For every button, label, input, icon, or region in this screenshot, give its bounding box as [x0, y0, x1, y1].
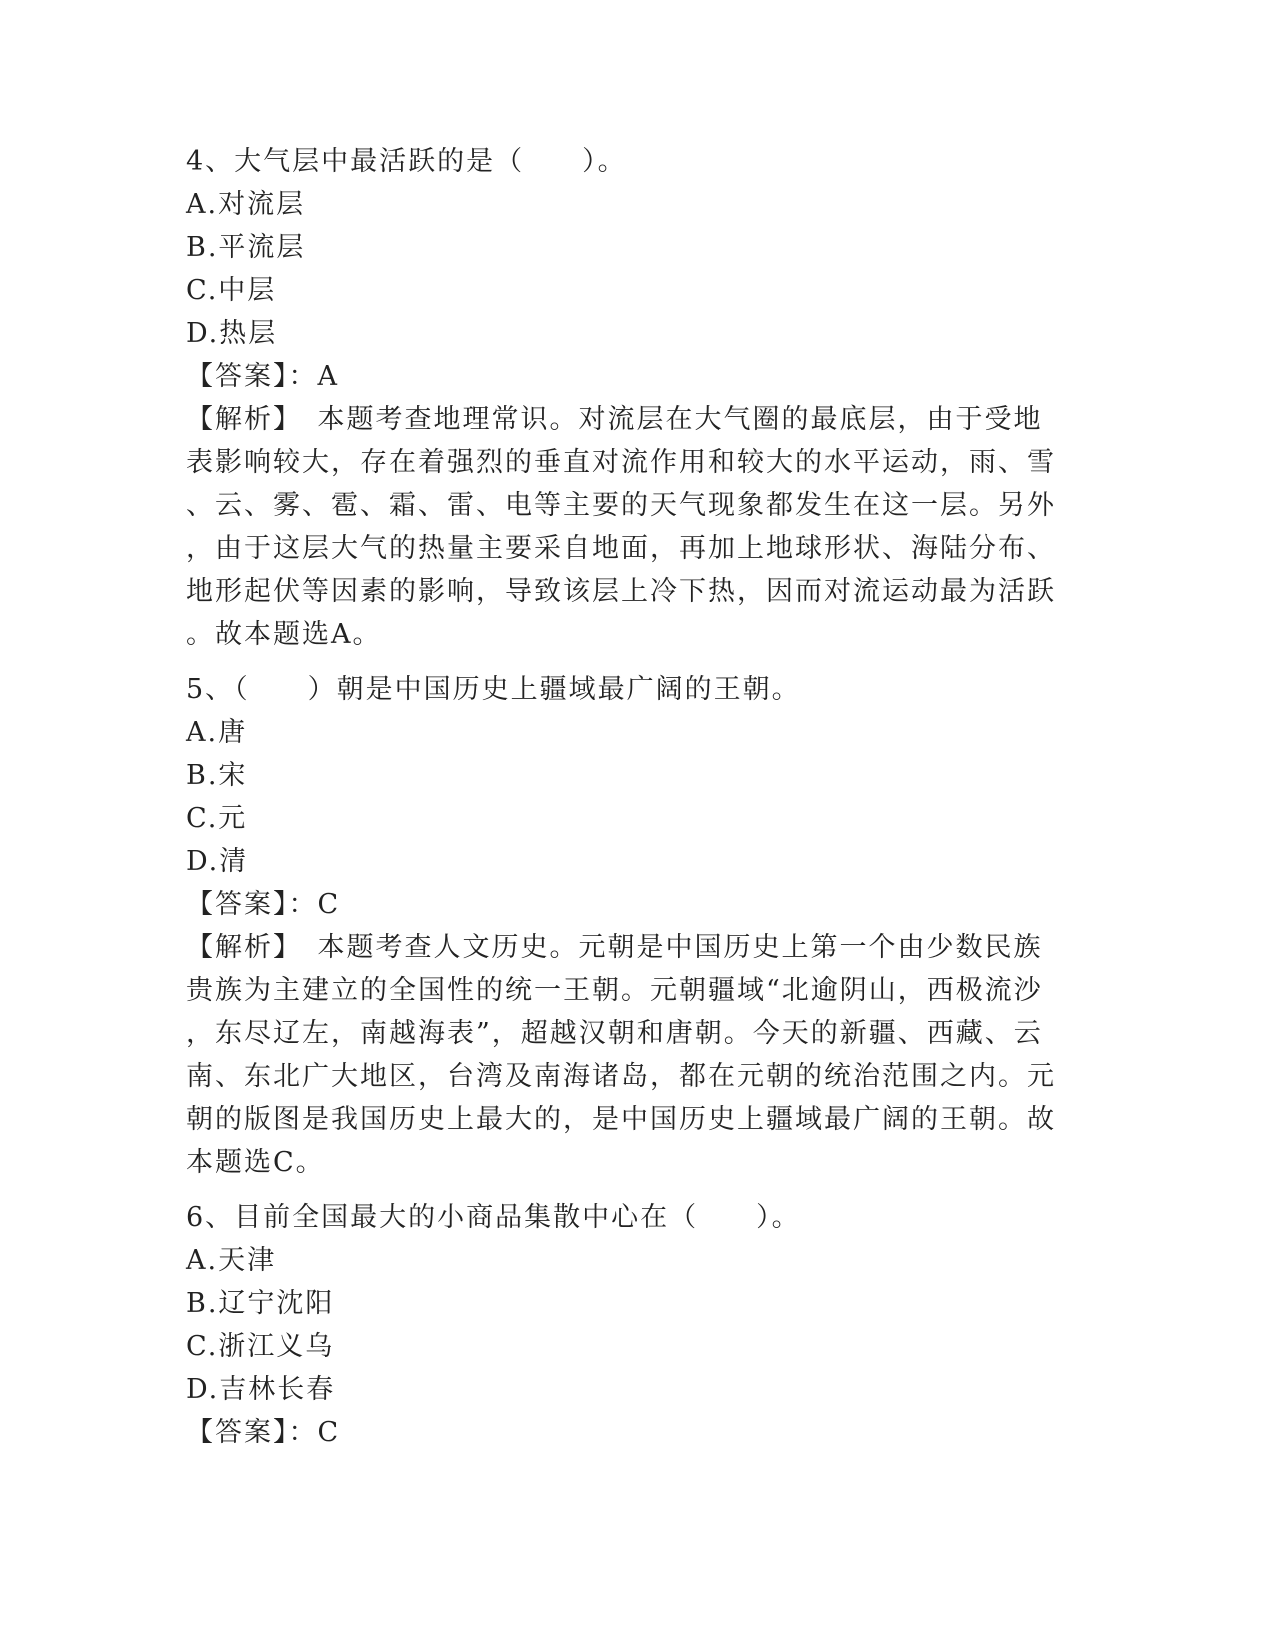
question-stem: 6、目前全国最大的小商品集散中心在（ ）。 [186, 1202, 801, 1233]
analysis-line: ，由于这层大气的热量主要采自地面，再加上地球形状、海陆分布、 [186, 533, 1056, 564]
document-page [186, 140, 1066, 1454]
spacer [186, 656, 1066, 668]
analysis-line: 。故本题选A。 [186, 619, 382, 650]
spacer [186, 1184, 1066, 1196]
option-c: C.浙江义乌 [186, 1331, 335, 1362]
option-d: D.清 [186, 846, 249, 877]
analysis-line: 地形起伏等因素的影响，导致该层上冷下热，因而对流运动最为活跃 [186, 576, 1056, 607]
question-6 [186, 1196, 1066, 1454]
question-stem: 4、大气层中最活跃的是（ ）。 [186, 146, 627, 177]
option-b: B.辽宁沈阳 [186, 1288, 335, 1319]
answer: 【答案】：C [186, 1417, 341, 1448]
analysis-line: 表影响较大，存在着强烈的垂直对流作用和较大的水平运动，雨、雪 [186, 447, 1056, 478]
analysis-line: 【解析】 本题考查地理常识。对流层在大气圈的最底层，由于受地 [186, 404, 1043, 435]
analysis-line: 贵族为主建立的全国性的统一王朝。元朝疆域“北逾阴山，西极流沙 [186, 975, 1043, 1006]
answer: 【答案】：A [186, 361, 339, 392]
question-4 [186, 140, 1066, 656]
option-b: B.平流层 [186, 232, 306, 263]
option-a: A.天津 [186, 1245, 277, 1276]
option-c: C.中层 [186, 275, 277, 306]
option-d: D.热层 [186, 318, 278, 349]
analysis-line: 本题选C。 [186, 1147, 325, 1178]
analysis-line: 南、东北广大地区，台湾及南海诸岛，都在元朝的统治范围之内。元 [186, 1061, 1056, 1092]
option-c: C.元 [186, 803, 248, 834]
option-a: A.唐 [186, 717, 248, 748]
analysis-line: 朝的版图是我国历史上最大的，是中国历史上疆域最广阔的王朝。故 [186, 1104, 1056, 1135]
analysis-line: 【解析】 本题考查人文历史。元朝是中国历史上第一个由少数民族 [186, 932, 1043, 963]
analysis-line: 、云、雾、雹、霜、雷、电等主要的天气现象都发生在这一层。另外 [186, 490, 1056, 521]
question-5 [186, 668, 1066, 1184]
option-b: B.宋 [186, 760, 248, 791]
option-a: A.对流层 [186, 189, 306, 220]
analysis-line: ，东尽辽左，南越海表”，超越汉朝和唐朝。今天的新疆、西藏、云 [186, 1018, 1043, 1049]
answer: 【答案】：C [186, 889, 341, 920]
question-stem: 5、（ ）朝是中国历史上疆域最广阔的王朝。 [186, 674, 801, 705]
option-d: D.吉林长春 [186, 1374, 336, 1405]
